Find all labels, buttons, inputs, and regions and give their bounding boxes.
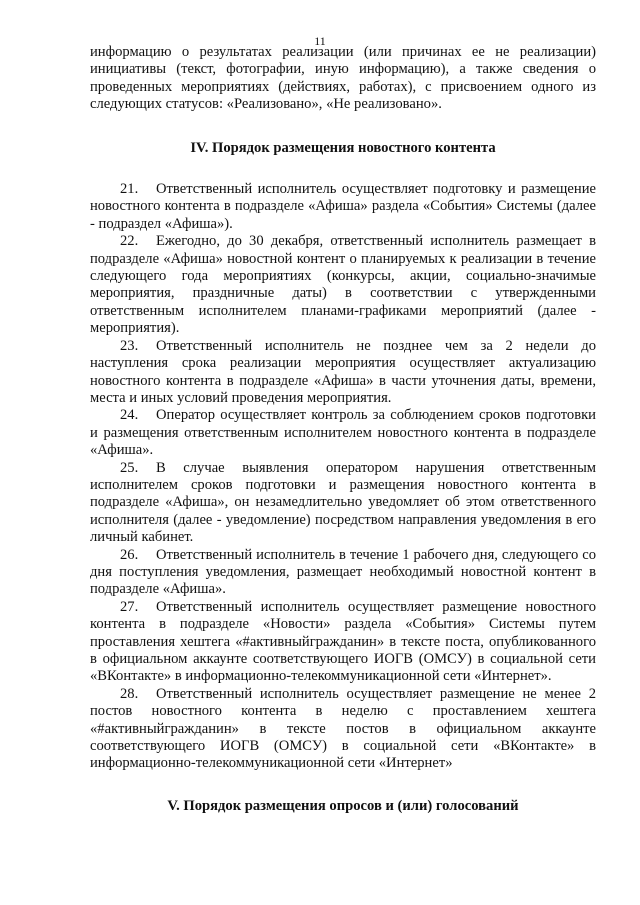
clause-28 <box>90 686 596 773</box>
document-body <box>90 44 596 815</box>
clause-text: Ответственный исполнитель осуществляет размещение не менее 2 постов новостного контента в неделю с проставлением хештега «#активныйгражданин» в тексте постов в официальном аккаунте соответствующего ИОГВ (ОМСУ) в социальной сети «ВКонтакте» в информационно-телекоммуникационной сети «Интернет» <box>90 685 596 772</box>
clause-number: 27. <box>120 598 139 615</box>
clause-27 <box>90 599 596 686</box>
clause-number: 23. <box>120 337 139 354</box>
clause-25 <box>90 460 596 547</box>
clause-number: 24. <box>120 407 139 424</box>
clause-21 <box>90 181 596 233</box>
clause-text: Ответственный исполнитель не позднее чем за 2 недели до наступления срока реализации мероприятия осуществляет актуализацию новостного контента в подразделе «Афиша» в части уточнения даты, времени, места и иных условий проведения мероприятия. <box>90 337 596 406</box>
clause-number: 25. <box>120 459 139 476</box>
clause-number: 26. <box>120 546 139 563</box>
clause-text: Ответственный исполнитель осуществляет подготовку и размещение новостного контента в подразделе «Афиша» раздела «События» Системы (далее - подраздел «Афиша»). <box>90 181 596 232</box>
clause-text: Оператор осуществляет контроль за соблюдением сроков подготовки и размещения ответственным исполнителем новостного контента в подразделе «Афиша». <box>90 407 596 459</box>
clause-text: В случае выявления оператором нарушения ответственным исполнителем сроков подготовки и размещения новостного контента в подразделе «Афиша», он незамедлительно уведомляет об этом ответственного исполнителя (далее - уведомление) посредством направления уведомления в его личный кабинет. <box>90 459 596 546</box>
clause-text: Ответственный исполнитель осуществляет размещение новостного контента в подразделе «Новости» раздела «События» Системы путем проставления хештега «#активныйгражданин» в тексте поста, опубликованного в официальном аккаунте соответствующего ИОГВ (ОМСУ) в социальной сети «ВКонтакте» в информационно-телекоммуникационной сети «Интернет». <box>90 598 596 685</box>
clause-text: Ответственный исполнитель в течение 1 рабочего дня, следующего со дня поступления уведомления, размещает необходимый новостной контент в подразделе «Афиша». <box>90 546 596 598</box>
section-iv-heading: IV. Порядок размещения новостного контента <box>190 139 496 156</box>
clause-text: Ежегодно, до 30 декабря, ответственный исполнитель размещает в подразделе «Афиша» новостной контент о планируемых к реализации в течение следующего года мероприятиях (конкурсы, акции, социально-значимые мероприятия, праздничные даты) в соответствии с утвержденными ответственным исполнителем планами-графиками мероприятий (далее - мероприятия). <box>90 233 596 337</box>
section-v-heading: V. Порядок размещения опросов и (или) голосований <box>167 797 519 814</box>
clause-24 <box>90 407 596 459</box>
clause-number: 28. <box>120 685 139 702</box>
clause-22 <box>90 233 596 337</box>
clause-26 <box>90 547 596 599</box>
intro-paragraph: информацию о результатах реализации (или причинах ее не реализации) инициативы (текст, фотографии, иную информацию), а также сведения о проведенных мероприятиях (действиях, работах), с присвоением одного из следующих статусов: «Реализовано», «Не реализовано». <box>90 44 596 113</box>
section-iv-items <box>90 181 596 773</box>
clause-number: 22. <box>120 233 139 250</box>
page-number: 11 <box>314 34 326 48</box>
clause-number: 21. <box>120 181 139 198</box>
clause-23 <box>90 338 596 408</box>
